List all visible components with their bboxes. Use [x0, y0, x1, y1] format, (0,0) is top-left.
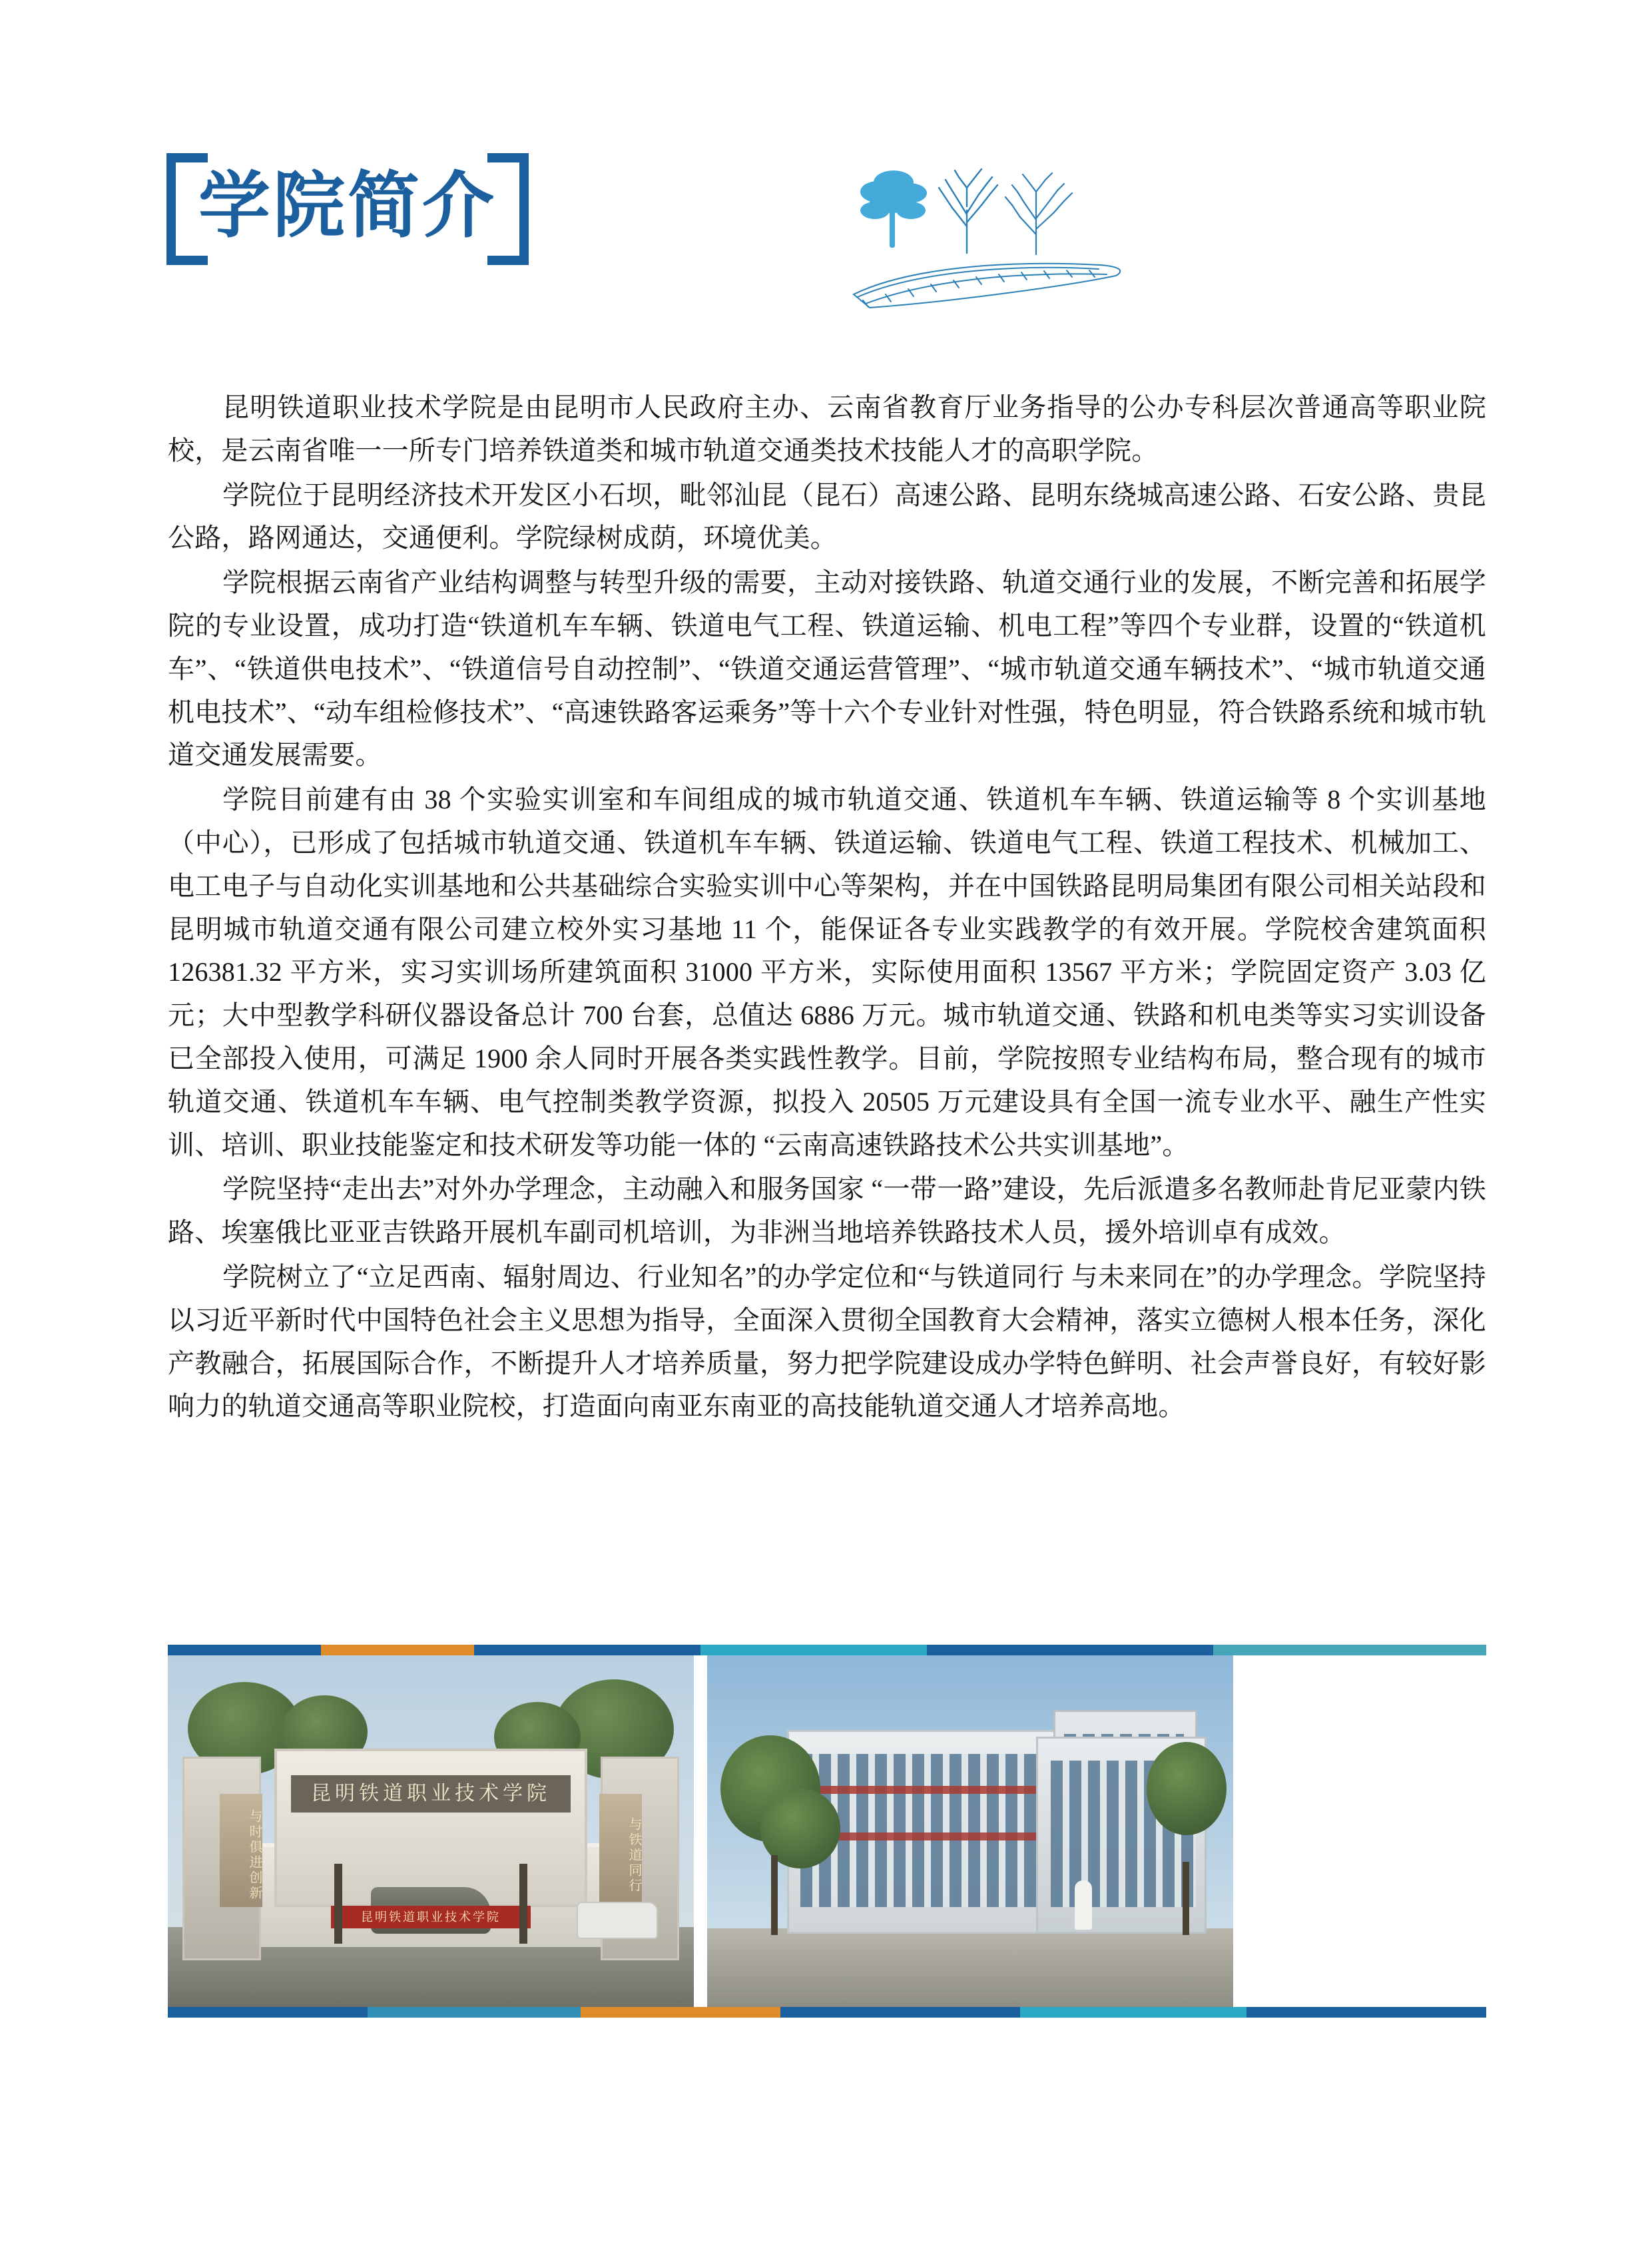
color-band-segment [700, 1645, 927, 1655]
color-band-segment [927, 1645, 1213, 1655]
color-band-segment [581, 2007, 780, 2018]
color-band-segment [474, 1645, 700, 1655]
gate-right-plaque: 与铁道同行 [599, 1794, 642, 1907]
header-tree-rail-icon [846, 153, 1139, 320]
color-band-segment [168, 2007, 368, 2018]
gate-sign-text: 昆明铁道职业技术学院 [291, 1775, 571, 1813]
photo-row [168, 1655, 1486, 2007]
blue-tree-rail-graphic [1246, 1655, 1486, 2007]
gate-banner-text: 昆明铁道职业技术学院 [331, 1906, 531, 1928]
paragraph: 学院根据云南省产业结构调整与转型升级的需要，主动对接铁路、轨道交通行业的发展，不断完善和拓展学院的专业设置，成功打造“铁道机车车辆、铁道电气工程、铁道运输、机电工程”等四个专业群，设置的“铁道机车”、“铁道供电技术”、“铁道信号自动控制”、“铁道交通运营管理”、“城市轨道交通车辆技术”、“城市轨道交通机电技术”、“动车组检修技术”、“高速铁路客运乘务”等十六个专业针对性强，特色明显，符合铁路系统和城市轨道交通发展需要。 [168, 567, 1486, 770]
paragraph: 学院目前建有由 38 个实验实训室和车间组成的城市轨道交通、铁道机车车辆、铁道运输等 8 个实训基地（中心），已形成了包括城市轨道交通、铁道机车车辆、铁道运输、铁道电气工程、铁道工程技术、机械加工、电工电子与自动化实训基地和公共基础综合实验实训中心等架构，并在中国铁路昆明局集团有限公司相关站段和昆明城市轨道交通有限公司建立校外实习基地 11 个，能保证各专业实践教学的有效开展。学院校舍建筑面积 126381.32 平方米，实习实训场所建筑面积 31000 平方米，实际使用面积 13567 平方米；学院固定资产 3.03 亿元；大中型教学科研仪器设备总计 700 台套，总值达 6886 万元。城市轨道交通、铁路和机电类等实习实训设备已全部投入使用，可满足 1900 余人同时开展各类实践性教学。目前，学院按照专业结构布局，整合现有的城市轨道交通、铁道机车车辆、电气控制类教学资源，拟投入 20505 万元建设具有全国一流专业水平、融生产性实训、培训、职业技能鉴定和技术研发等功能一体的 “云南高速铁路技术公共实训基地”。 [168, 784, 1486, 1160]
page-title: 学院简介 [198, 164, 497, 248]
color-band-segment [168, 1645, 321, 1655]
article-body [168, 386, 1486, 1430]
color-band-segment [321, 1645, 474, 1655]
color-band-segment [1213, 1645, 1486, 1655]
color-band-segment [368, 2007, 581, 2018]
page-header [166, 153, 1232, 326]
page-title-bracket [166, 153, 529, 265]
campus-gate-photo [168, 1655, 694, 2007]
gate-left-plaque: 与时俱进创新 [220, 1794, 262, 1907]
photo-strip [168, 1645, 1486, 2018]
color-band-segment [1020, 2007, 1246, 2018]
color-band-segment [780, 2007, 1020, 2018]
color-band-segment [1246, 2007, 1486, 2018]
paragraph: 昆明铁道职业技术学院是由昆明市人民政府主办、云南省教育厅业务指导的公办专科层次普通高等职业院校，是云南省唯一一所专门培养铁道类和城市轨道交通类技术技能人才的高职学院。 [168, 392, 1486, 465]
color-band-bottom [168, 2007, 1486, 2018]
color-band-top [168, 1645, 1486, 1655]
paragraph: 学院树立了“立足西南、辐射周边、行业知名”的办学定位和“与铁道同行 与未来同在”的办学理念。学院坚持以习近平新时代中国特色社会主义思想为指导，全面深入贯彻全国教育大会精神，落实立德树人根本任务，深化产教融合，拓展国际合作，不断提升人才培养质量，努力把学院建设成办学特色鲜明、社会声誉良好，有较好影响力的轨道交通高等职业院校，打造面向南亚东南亚的高技能轨道交通人才培养高地。 [168, 1261, 1486, 1422]
teaching-building-photo [707, 1655, 1233, 2007]
paragraph: 学院位于昆明经济技术开发区小石坝，毗邻汕昆（昆石）高速公路、昆明东绕城高速公路、石安公路、贵昆公路，路网通达，交通便利。学院绿树成荫，环境优美。 [168, 479, 1486, 553]
paragraph: 学院坚持“走出去”对外办学理念，主动融入和服务国家 “一带一路”建设，先后派遣多名教师赴肯尼亚蒙内铁路、埃塞俄比亚亚吉铁路开展机车副司机培训，为非洲当地培养铁路技术人员，援外培训卓有成效。 [168, 1174, 1486, 1248]
